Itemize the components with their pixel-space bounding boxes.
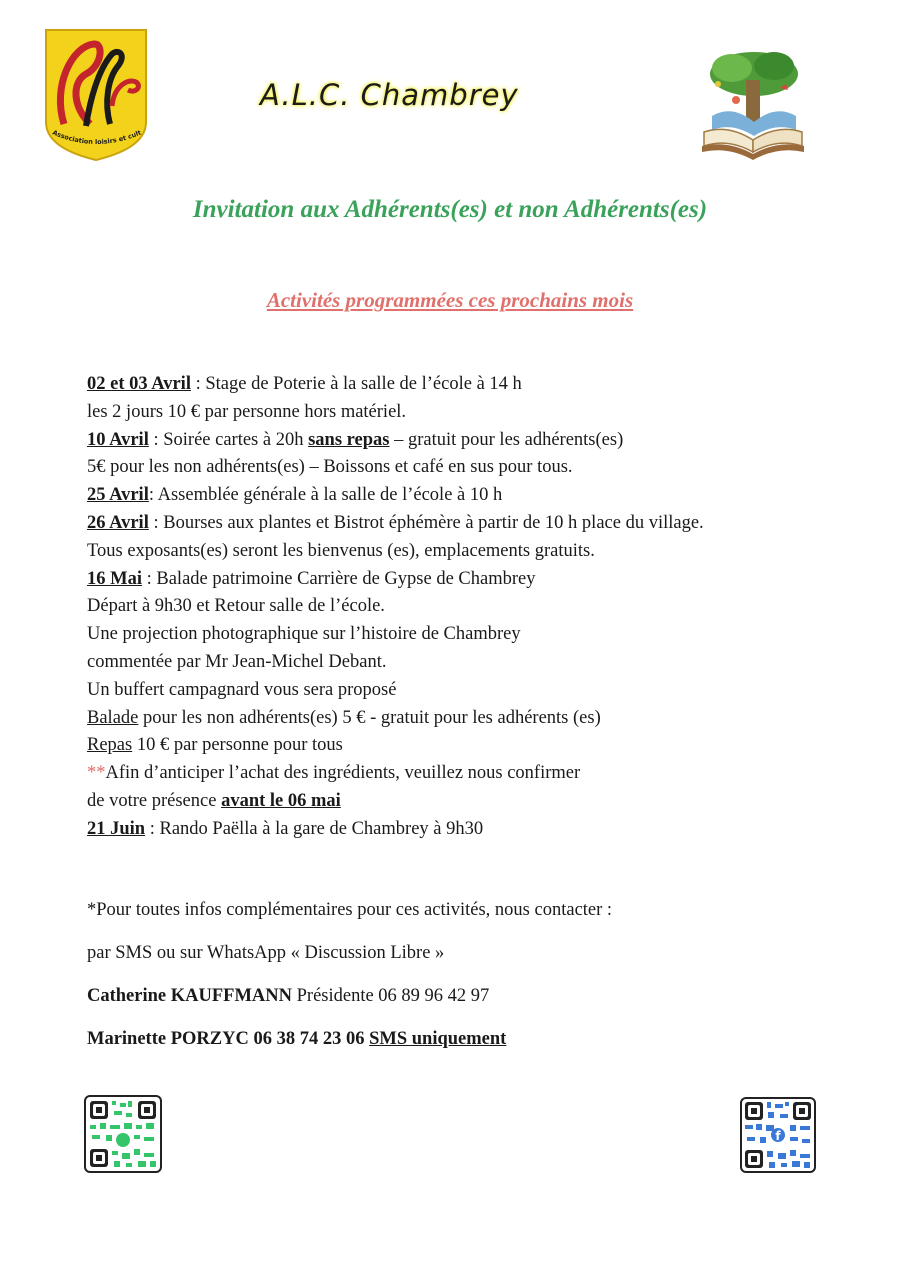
contact-channels: par SMS ou sur WhatsApp « Discussion Libre » xyxy=(87,943,445,963)
page-title: A.L.C. Chambrey xyxy=(260,78,519,112)
contact-details: Présidente 06 89 96 42 97 xyxy=(292,986,490,1006)
note-asterisks: ** xyxy=(87,763,106,784)
event-line: commentée par Mr Jean-Michel Debant. xyxy=(87,651,387,672)
event-date: 16 Mai xyxy=(87,568,142,589)
separator: : xyxy=(148,485,158,506)
event-date: 02 et 03 Avril xyxy=(87,374,191,394)
event-emphasis: sans repas xyxy=(308,429,390,450)
book-tree-illustration xyxy=(692,44,814,166)
event-line xyxy=(87,760,847,788)
event-date: 21 Juin xyxy=(87,818,146,839)
event-line xyxy=(87,510,847,538)
sms-only-note: SMS uniquement xyxy=(369,1029,507,1049)
event-text: Afin d’anticiper l’achat des ingrédients, veuillez nous confirmer xyxy=(105,763,581,784)
separator: : xyxy=(145,818,160,839)
event-text: 10 € par personne pour tous xyxy=(132,735,343,756)
event-date: 10 Avril xyxy=(87,429,149,450)
event-line xyxy=(87,705,847,733)
repas-label: Repas xyxy=(87,735,133,756)
event-line: Départ à 9h30 et Retour salle de l’école. xyxy=(87,596,385,617)
invitation-heading: Invitation aux Adhérents(es) et non Adhérents(es) xyxy=(192,196,708,223)
contact-details: 06 38 74 23 06 xyxy=(248,1029,370,1049)
event-line xyxy=(87,482,847,510)
event-line xyxy=(87,816,847,844)
event-line: 5€ pour les non adhérents(es) – Boissons et café en sus pour tous. xyxy=(87,457,573,478)
separator: : xyxy=(190,374,206,394)
association-logo xyxy=(42,26,150,162)
event-text: Assemblée générale à la salle de l’école à 10 h xyxy=(157,485,503,506)
event-line xyxy=(87,371,847,399)
event-text: Bourses aux plantes et Bistrot éphémère à partir de 10 h place du village. xyxy=(163,512,704,533)
separator: : xyxy=(148,429,164,450)
contact-person xyxy=(87,984,847,1008)
balade-label: Balade xyxy=(87,707,139,728)
svg-text:f: f xyxy=(775,1129,781,1143)
event-line: Tous exposants(es) seront les bienvenus (es), emplacements gratuits. xyxy=(87,540,595,561)
separator: : xyxy=(141,568,157,589)
contact-name: Catherine KAUFFMANN xyxy=(87,986,292,1006)
event-line xyxy=(87,427,847,455)
contact-intro: *Pour toutes infos complémentaires pour ces activités, nous contacter : xyxy=(87,900,613,920)
whatsapp-qr-code[interactable] xyxy=(84,1095,162,1173)
event-text: Soirée cartes à 20h xyxy=(163,429,309,450)
event-text: – gratuit pour les adhérents(es) xyxy=(389,429,624,450)
event-text: de votre présence xyxy=(87,790,222,811)
activities-heading: Activités programmées ces prochains mois xyxy=(266,288,634,312)
event-line: Une projection photographique sur l’histoire de Chambrey xyxy=(87,624,521,645)
event-text: Rando Paëlla à la gare de Chambrey à 9h30 xyxy=(159,818,484,839)
event-line: Un buffert campagnard vous sera proposé xyxy=(87,679,397,700)
contact-name: Marinette PORZYC xyxy=(87,1029,249,1049)
separator: : xyxy=(148,512,164,533)
event-text: Balade patrimoine Carrière de Gypse de Chambrey xyxy=(156,568,536,589)
contact-person xyxy=(87,1027,847,1051)
events-list xyxy=(87,371,847,844)
deadline: avant le 06 mai xyxy=(221,790,341,811)
contact-section xyxy=(87,898,847,1070)
event-text: Stage de Poterie à la salle de l’école à 14 h xyxy=(205,374,522,394)
svg-text:Association loisirs et culture: Association loisirs et cult xyxy=(51,128,143,147)
event-line xyxy=(87,788,847,816)
event-date: 25 Avril xyxy=(87,485,149,506)
event-text: pour les non adhérents(es) 5 € - gratuit pour les adhérents (es) xyxy=(138,707,601,728)
event-line xyxy=(87,732,847,760)
event-date: 26 Avril xyxy=(87,512,149,533)
event-line: les 2 jours 10 € par personne hors matériel. xyxy=(87,401,407,422)
facebook-qr-code[interactable] xyxy=(740,1097,816,1173)
event-line xyxy=(87,566,847,594)
